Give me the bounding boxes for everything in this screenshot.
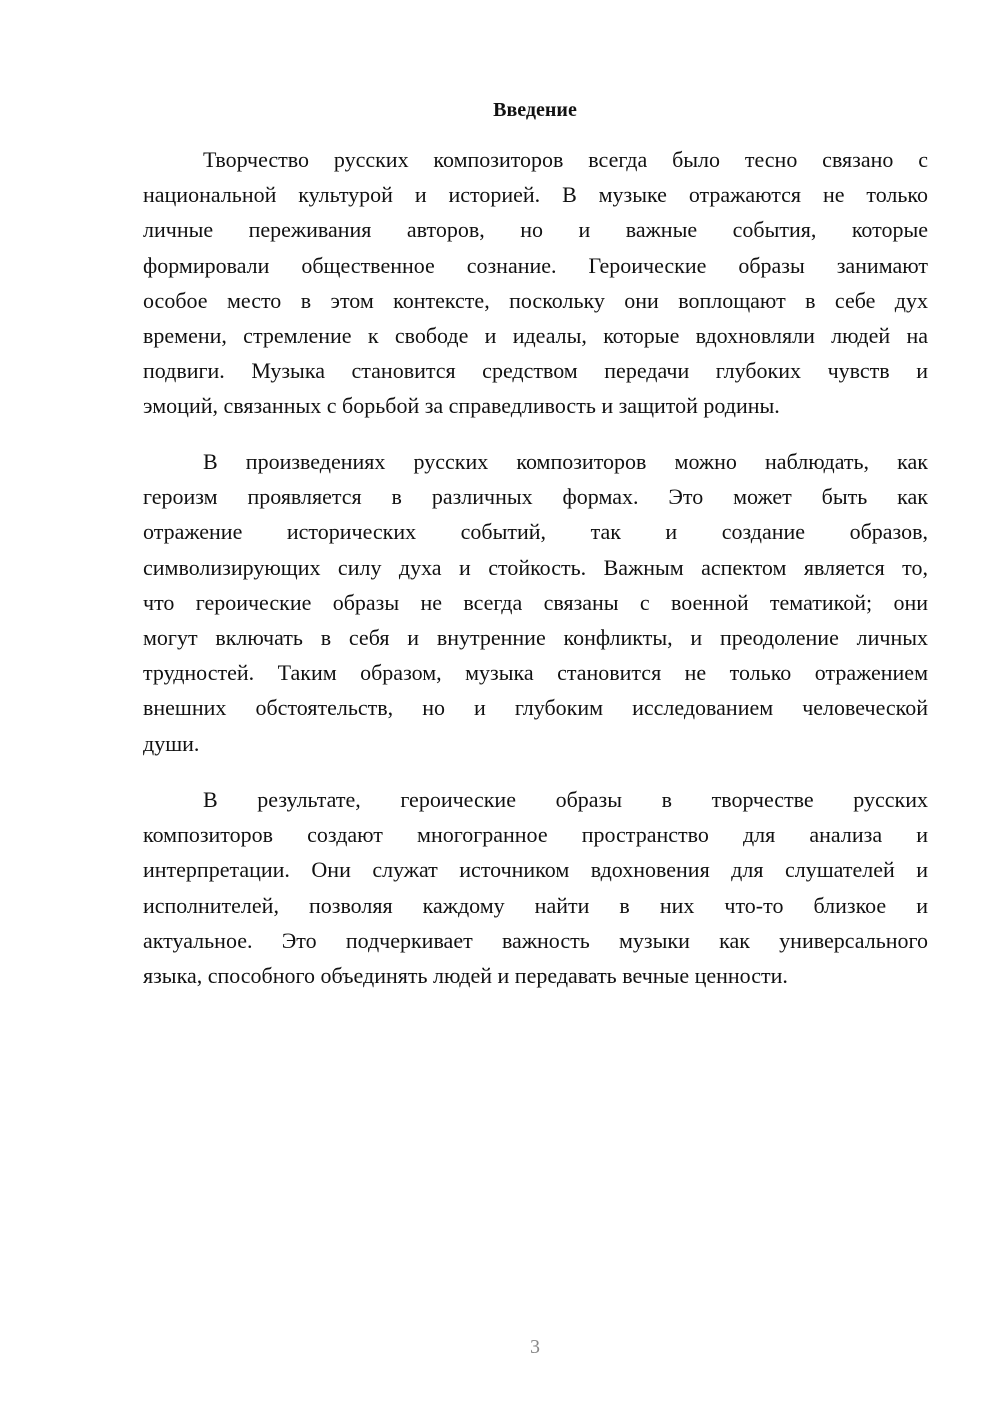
text-line: языка, способного объединять людей и передавать вечные ценности. [143, 962, 788, 988]
text-line: символизирующих силу духа и стойкость. Важным аспектом является то, [143, 554, 928, 580]
text-line: формировали общественное сознание. Героические образы занимают [143, 252, 928, 278]
text-line: что героические образы не всегда связаны с военной тематикой; они [143, 589, 928, 615]
text-line: интерпретации. Они служат источником вдохновения для слушателей и [143, 857, 928, 883]
page-number: 3 [530, 1336, 540, 1358]
text-line: композиторов создают многогранное пространство для анализа и [143, 822, 928, 848]
paragraph [143, 142, 928, 424]
text-line: трудностей. Таким образом, музыка становится не только отражением [143, 660, 928, 686]
paragraph [143, 782, 928, 993]
text-line: исполнителей, позволяя каждому найти в них что-то близкое и [143, 892, 928, 918]
section-title: Введение [493, 99, 577, 121]
text-line: эмоций, связанных с борьбой за справедливость и защитой родины. [143, 393, 780, 419]
text-line: В результате, героические образы в творчестве русских [203, 787, 928, 812]
text-line: особое место в этом контексте, поскольку они воплощают в себе дух [143, 287, 928, 313]
text-line: личные переживания авторов, но и важные события, которые [143, 217, 928, 243]
text-line: национальной культурой и историей. В музыке отражаются не только [143, 182, 928, 208]
text-line: внешних обстоятельств, но и глубоким исследованием человеческой [143, 695, 928, 721]
text-line: могут включать в себя и внутренние конфликты, и преодоление личных [143, 624, 928, 650]
text-line: подвиги. Музыка становится средством передачи глубоких чувств и [143, 358, 928, 384]
text-line: В произведениях русских композиторов можно наблюдать, как [203, 449, 928, 474]
text-line: героизм проявляется в различных формах. Это может быть как [143, 484, 928, 510]
text-line: отражение исторических событий, так и создание образов, [143, 519, 928, 545]
text-line: времени, стремление к свободе и идеалы, которые вдохновляли людей на [143, 322, 928, 348]
text-line: актуальное. Это подчеркивает важность музыки как универсального [143, 927, 928, 953]
paragraph [143, 444, 928, 761]
text-line: Творчество русских композиторов всегда было тесно связано с [203, 147, 928, 172]
text-line: души. [143, 730, 200, 756]
